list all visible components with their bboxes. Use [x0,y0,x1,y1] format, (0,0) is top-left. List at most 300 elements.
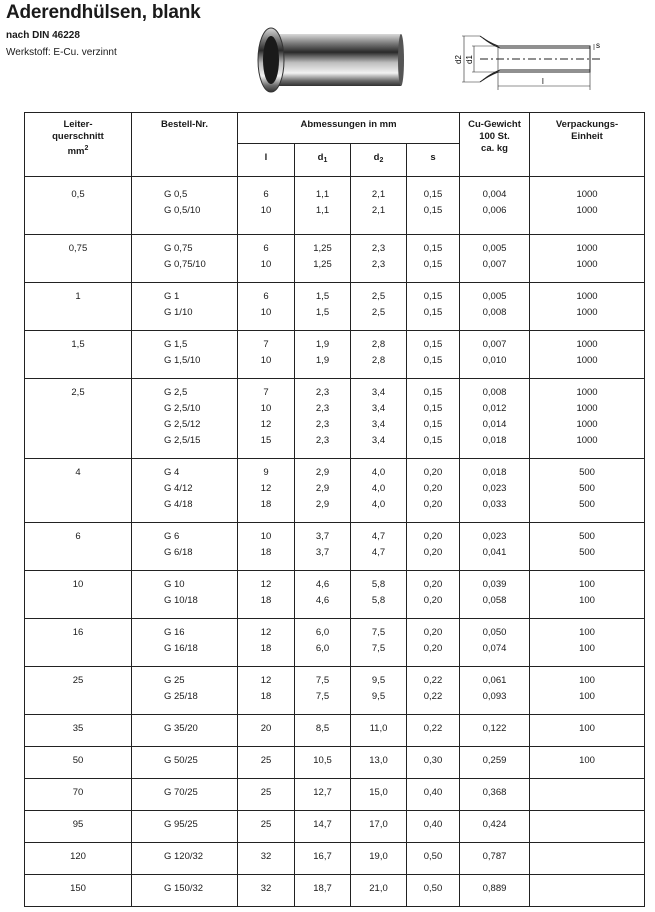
cell-querschnitt: 70 [25,779,132,811]
cell-value: 0,30 [423,755,443,766]
cell-value: 3,7 [315,531,330,542]
cell-col-5 [460,811,530,843]
cell-col-6 [530,459,645,523]
cell-value: 32 [260,883,272,894]
cell-value: 2,1 [371,189,386,200]
cell-value: 11,0 [369,723,388,734]
cell-value: 2,9 [315,483,330,494]
cell-value: 0,20 [423,499,443,510]
cell-value: 4,6 [315,595,330,606]
cell-value: G 0,75/10 [164,259,206,270]
cell-value: 20 [260,723,272,734]
cell-value: G 25 [164,675,185,686]
cell-value: 12,7 [313,787,332,798]
cell-col-0 [132,811,238,843]
cell-value: 500 [579,531,595,542]
cell-value: 8,5 [315,723,330,734]
header-querschnitt: Leiter- querschnitt $mm^2$ [52,119,104,157]
cell-col-4 [407,459,460,523]
cell-value: 7 [263,339,269,350]
cell-value: 0,018 [482,467,507,478]
cell-value: G 0,5 [164,189,188,200]
cell-col-3 [351,379,407,459]
cell-value: 4,7 [371,531,386,542]
cell-col-2 [295,571,351,619]
cell-value: 2,3 [371,243,386,254]
header-d2: $d_2$ [351,144,407,177]
cell-value: 5,8 [371,595,386,606]
cell-value: 0,033 [482,499,507,510]
cell-value: 7,5 [315,675,330,686]
cell-value: 0,005 [482,243,507,254]
cell-col-2 [295,379,351,459]
cell-value: 0,15 [423,259,443,270]
cell-value: 32 [260,851,272,862]
cell-value: 12 [260,419,272,430]
cell-col-3 [351,283,407,331]
cell-value: 10 [260,531,272,542]
cell-querschnitt: 16 [25,619,132,667]
cell-value: 1000 [576,205,598,216]
cell-value: G 10 [164,579,185,590]
cell-value: G 120/32 [164,851,204,862]
cell-querschnitt: 35 [25,715,132,747]
cell-value: G 150/32 [164,883,204,894]
table-row [25,177,645,235]
cell-col-3 [351,715,407,747]
cell-col-4 [407,875,460,907]
cell-value: 15 [260,435,272,446]
cell-querschnitt: 95 [25,811,132,843]
cell-col-3 [351,571,407,619]
cell-value: 4,0 [371,499,386,510]
cell-value: 500 [579,499,595,510]
cell-col-2 [295,747,351,779]
cell-value: 0,22 [423,691,443,702]
cell-value: 1,25 [313,259,332,270]
cell-value: 0,041 [482,547,507,558]
cell-col-0 [132,779,238,811]
cell-col-0 [132,331,238,379]
cell-col-0 [132,283,238,331]
cell-value: 7,5 [371,643,386,654]
cell-value: 4,6 [315,579,330,590]
cell-value: 0,368 [482,787,507,798]
cell-value [530,881,644,897]
cell-value: 0,15 [423,387,443,398]
table-row [25,283,645,331]
cell-value: 18 [260,499,272,510]
cell-value: 0,20 [423,579,443,590]
cell-value: G 2,5/12 [164,419,201,430]
cell-col-1 [238,331,295,379]
cell-col-0 [132,875,238,907]
cell-value: 0,15 [423,189,443,200]
cell-value: 0,023 [482,483,507,494]
cell-col-6 [530,667,645,715]
cell-value: 0,20 [423,643,443,654]
cell-value: 6 [263,189,269,200]
cell-value: 14,7 [313,819,332,830]
cell-value: 0,259 [482,755,507,766]
table-row [25,779,645,811]
table-row [25,523,645,571]
cell-querschnitt: 120 [25,843,132,875]
cell-value: G 16 [164,627,185,638]
cell-col-2 [295,667,351,715]
cell-value [530,785,644,801]
cell-value: 2,5 [371,291,386,302]
cell-value: 0,15 [423,403,443,414]
cell-value: 6,0 [315,643,330,654]
cell-value: 0,15 [423,205,443,216]
drawing-label-d1: d1 [465,55,474,64]
cell-col-6 [530,283,645,331]
cell-value: 1000 [576,189,598,200]
cell-col-1 [238,571,295,619]
cell-col-2 [295,811,351,843]
cell-value: 0,15 [423,243,443,254]
material-note: Werkstoff: E-Cu. verzinnt [6,47,117,58]
cell-value: 0,008 [482,387,507,398]
cell-col-3 [351,619,407,667]
cell-col-5 [460,875,530,907]
cell-col-5 [460,747,530,779]
cell-value: 0,039 [482,579,507,590]
cell-value: 2,3 [315,387,330,398]
cell-col-2 [295,843,351,875]
cell-col-0 [132,571,238,619]
cell-value: G 1,5 [164,339,188,350]
cell-value: 2,3 [315,419,330,430]
cell-value: G 1 [164,291,180,302]
cell-value: 25 [260,755,272,766]
cell-value: 0,023 [482,531,507,542]
cell-value: 500 [579,483,595,494]
cell-value: 100 [579,675,595,686]
cell-value: 0,20 [423,483,443,494]
cell-col-1 [238,235,295,283]
cell-col-5 [460,667,530,715]
cell-col-0 [132,667,238,715]
header-verpackung: Verpackungs- Einheit [530,113,645,177]
cell-col-4 [407,811,460,843]
cell-value: 4,0 [371,467,386,478]
cell-col-6 [530,715,645,747]
cell-value: 100 [579,643,595,654]
cell-col-6 [530,619,645,667]
cell-col-1 [238,379,295,459]
cell-value: G 16/18 [164,643,198,654]
cell-col-5 [460,843,530,875]
cell-col-6 [530,875,645,907]
cell-value: 100 [579,595,595,606]
cell-value: 0,15 [423,355,443,366]
cell-value: 18 [260,547,272,558]
cell-col-6 [530,235,645,283]
cell-col-0 [132,619,238,667]
cell-value [530,849,644,865]
cell-value: 0,050 [482,627,507,638]
header-l: l [238,144,295,177]
cell-value: 1,1 [315,189,330,200]
cell-col-4 [407,283,460,331]
cell-col-3 [351,235,407,283]
cell-value: 18,7 [313,883,332,894]
cell-value: 3,4 [371,387,386,398]
cell-value: 0,122 [482,723,507,734]
cell-value: 18 [260,691,272,702]
cell-value: 25 [260,787,272,798]
drawing-label-s: s [596,41,600,50]
cell-value: G 4/18 [164,499,193,510]
cell-value: 100 [579,723,595,734]
cell-col-5 [460,523,530,571]
cell-value: 2,3 [315,435,330,446]
cell-value: 1000 [576,243,598,254]
table-row [25,811,645,843]
cell-value: 1000 [576,339,598,350]
ferrule-technical-drawing [450,24,610,94]
cell-col-5 [460,571,530,619]
cell-col-5 [460,177,530,235]
cell-col-4 [407,779,460,811]
cell-value: 1000 [576,419,598,430]
cell-col-4 [407,571,460,619]
cell-value: 9 [263,467,269,478]
cell-querschnitt: 1,5 [25,331,132,379]
cell-value: 19,0 [369,851,388,862]
cell-col-3 [351,177,407,235]
cell-value: 0,787 [482,851,507,862]
cell-value: 0,061 [482,675,507,686]
cell-value: G 0,5/10 [164,205,201,216]
cell-querschnitt: 10 [25,571,132,619]
cell-value: 0,15 [423,291,443,302]
cell-value: 0,20 [423,547,443,558]
cell-col-2 [295,235,351,283]
cell-value: 1000 [576,259,598,270]
cell-value: 1,9 [315,339,330,350]
cell-col-3 [351,459,407,523]
cell-value: 0,018 [482,435,507,446]
cell-col-1 [238,177,295,235]
cell-value: 0,004 [482,189,507,200]
cell-value: 1,25 [313,243,332,254]
header-s: s [407,144,460,177]
cell-querschnitt: 4 [25,459,132,523]
cell-col-4 [407,523,460,571]
cell-value: G 0,75 [164,243,193,254]
cell-value: 2,8 [371,339,386,350]
cell-value: G 2,5/15 [164,435,201,446]
cell-col-2 [295,459,351,523]
table-row [25,667,645,715]
cell-value: 5,8 [371,579,386,590]
cell-value: G 4 [164,467,180,478]
cell-value: G 2,5 [164,387,188,398]
ferrule-photo [255,26,405,94]
cell-value: G 1/10 [164,307,193,318]
cell-value: 2,1 [371,205,386,216]
cell-value: G 2,5/10 [164,403,201,414]
cell-value: 0,010 [482,355,507,366]
cell-col-1 [238,459,295,523]
cell-value: 0,40 [423,819,443,830]
cell-col-5 [460,715,530,747]
cell-value: 0,058 [482,595,507,606]
cell-value: 0,889 [482,883,507,894]
cell-value: 0,007 [482,259,507,270]
cell-col-6 [530,379,645,459]
cell-col-5 [460,331,530,379]
cell-value: 100 [579,755,595,766]
cell-value: 17,0 [369,819,388,830]
cell-value: G 25/18 [164,691,198,702]
table-row [25,331,645,379]
cell-value: 12 [260,675,272,686]
cell-value: 1,5 [315,291,330,302]
cell-value: 2,8 [371,355,386,366]
cell-value: 0,40 [423,787,443,798]
cell-value: 0,007 [482,339,507,350]
cell-col-1 [238,875,295,907]
cell-value: 1,5 [315,307,330,318]
cell-value: 1,1 [315,205,330,216]
cell-col-0 [132,715,238,747]
cell-value: G 50/25 [164,755,198,766]
cell-value: 9,5 [371,675,386,686]
cell-value: 3,4 [371,419,386,430]
cell-value: 18 [260,643,272,654]
cell-value: G 10/18 [164,595,198,606]
cell-col-5 [460,235,530,283]
cell-col-1 [238,747,295,779]
cell-value: 1000 [576,307,598,318]
cell-col-6 [530,571,645,619]
cell-value: 3,4 [371,403,386,414]
cell-querschnitt: 6 [25,523,132,571]
product-table [24,112,645,907]
cell-col-3 [351,875,407,907]
cell-col-2 [295,875,351,907]
cell-value: 100 [579,691,595,702]
cell-value: G 6 [164,531,180,542]
cell-value: 12 [260,483,272,494]
cell-col-1 [238,283,295,331]
cell-col-0 [132,459,238,523]
cell-col-5 [460,379,530,459]
cell-value: 2,9 [315,499,330,510]
cell-value: 0,22 [423,723,443,734]
cell-querschnitt: 0,75 [25,235,132,283]
cell-col-2 [295,715,351,747]
cell-col-2 [295,331,351,379]
cell-value: 0,20 [423,627,443,638]
cell-value: G 6/18 [164,547,193,558]
cell-value: 6,0 [315,627,330,638]
cell-col-4 [407,667,460,715]
cell-value: 7,5 [371,627,386,638]
cell-value: G 1,5/10 [164,355,201,366]
cell-col-4 [407,715,460,747]
table-row [25,715,645,747]
cell-col-4 [407,235,460,283]
cell-querschnitt: 1 [25,283,132,331]
cell-value: 7,5 [315,691,330,702]
cell-col-6 [530,843,645,875]
cell-value: 0,50 [423,883,443,894]
cell-value: 10 [260,259,272,270]
table-row [25,379,645,459]
cell-value: 10 [260,307,272,318]
cell-value: G 35/20 [164,723,198,734]
cell-value: 0,006 [482,205,507,216]
cell-value: 2,3 [315,403,330,414]
cell-querschnitt: 25 [25,667,132,715]
cell-value: 1000 [576,291,598,302]
cell-col-2 [295,177,351,235]
cell-value: 3,7 [315,547,330,558]
cell-value: 0,20 [423,467,443,478]
cell-col-4 [407,379,460,459]
cell-col-0 [132,235,238,283]
cell-value: 4,0 [371,483,386,494]
cell-value: 2,5 [371,307,386,318]
header-gewicht: Cu-Gewicht 100 St. ca. kg [460,113,530,177]
header-abmessungen: Abmessungen in mm [238,113,460,144]
header-bestell: Bestell-Nr. [132,113,238,177]
cell-col-6 [530,523,645,571]
cell-value: 100 [579,627,595,638]
cell-col-3 [351,747,407,779]
table-row [25,459,645,523]
table-row [25,619,645,667]
cell-col-4 [407,843,460,875]
cell-col-0 [132,523,238,571]
cell-value: G 4/12 [164,483,193,494]
cell-value: 0,20 [423,531,443,542]
cell-col-1 [238,715,295,747]
cell-col-1 [238,667,295,715]
cell-col-3 [351,843,407,875]
cell-col-1 [238,523,295,571]
page-title: Aderendhülsen, blank [6,2,201,23]
cell-value: 0,20 [423,595,443,606]
cell-col-1 [238,779,295,811]
cell-value: 10 [260,205,272,216]
cell-value: 0,093 [482,691,507,702]
cell-value: 3,4 [371,435,386,446]
table-row [25,747,645,779]
cell-col-0 [132,843,238,875]
cell-value: G 70/25 [164,787,198,798]
cell-col-3 [351,667,407,715]
cell-col-4 [407,619,460,667]
cell-value: 18 [260,595,272,606]
cell-col-2 [295,779,351,811]
cell-col-3 [351,811,407,843]
cell-col-4 [407,177,460,235]
cell-col-1 [238,811,295,843]
cell-value: 12 [260,627,272,638]
cell-value: 6 [263,291,269,302]
cell-value: 4,7 [371,547,386,558]
cell-col-6 [530,747,645,779]
cell-value: 21,0 [369,883,388,894]
cell-value: 0,15 [423,435,443,446]
cell-col-0 [132,177,238,235]
